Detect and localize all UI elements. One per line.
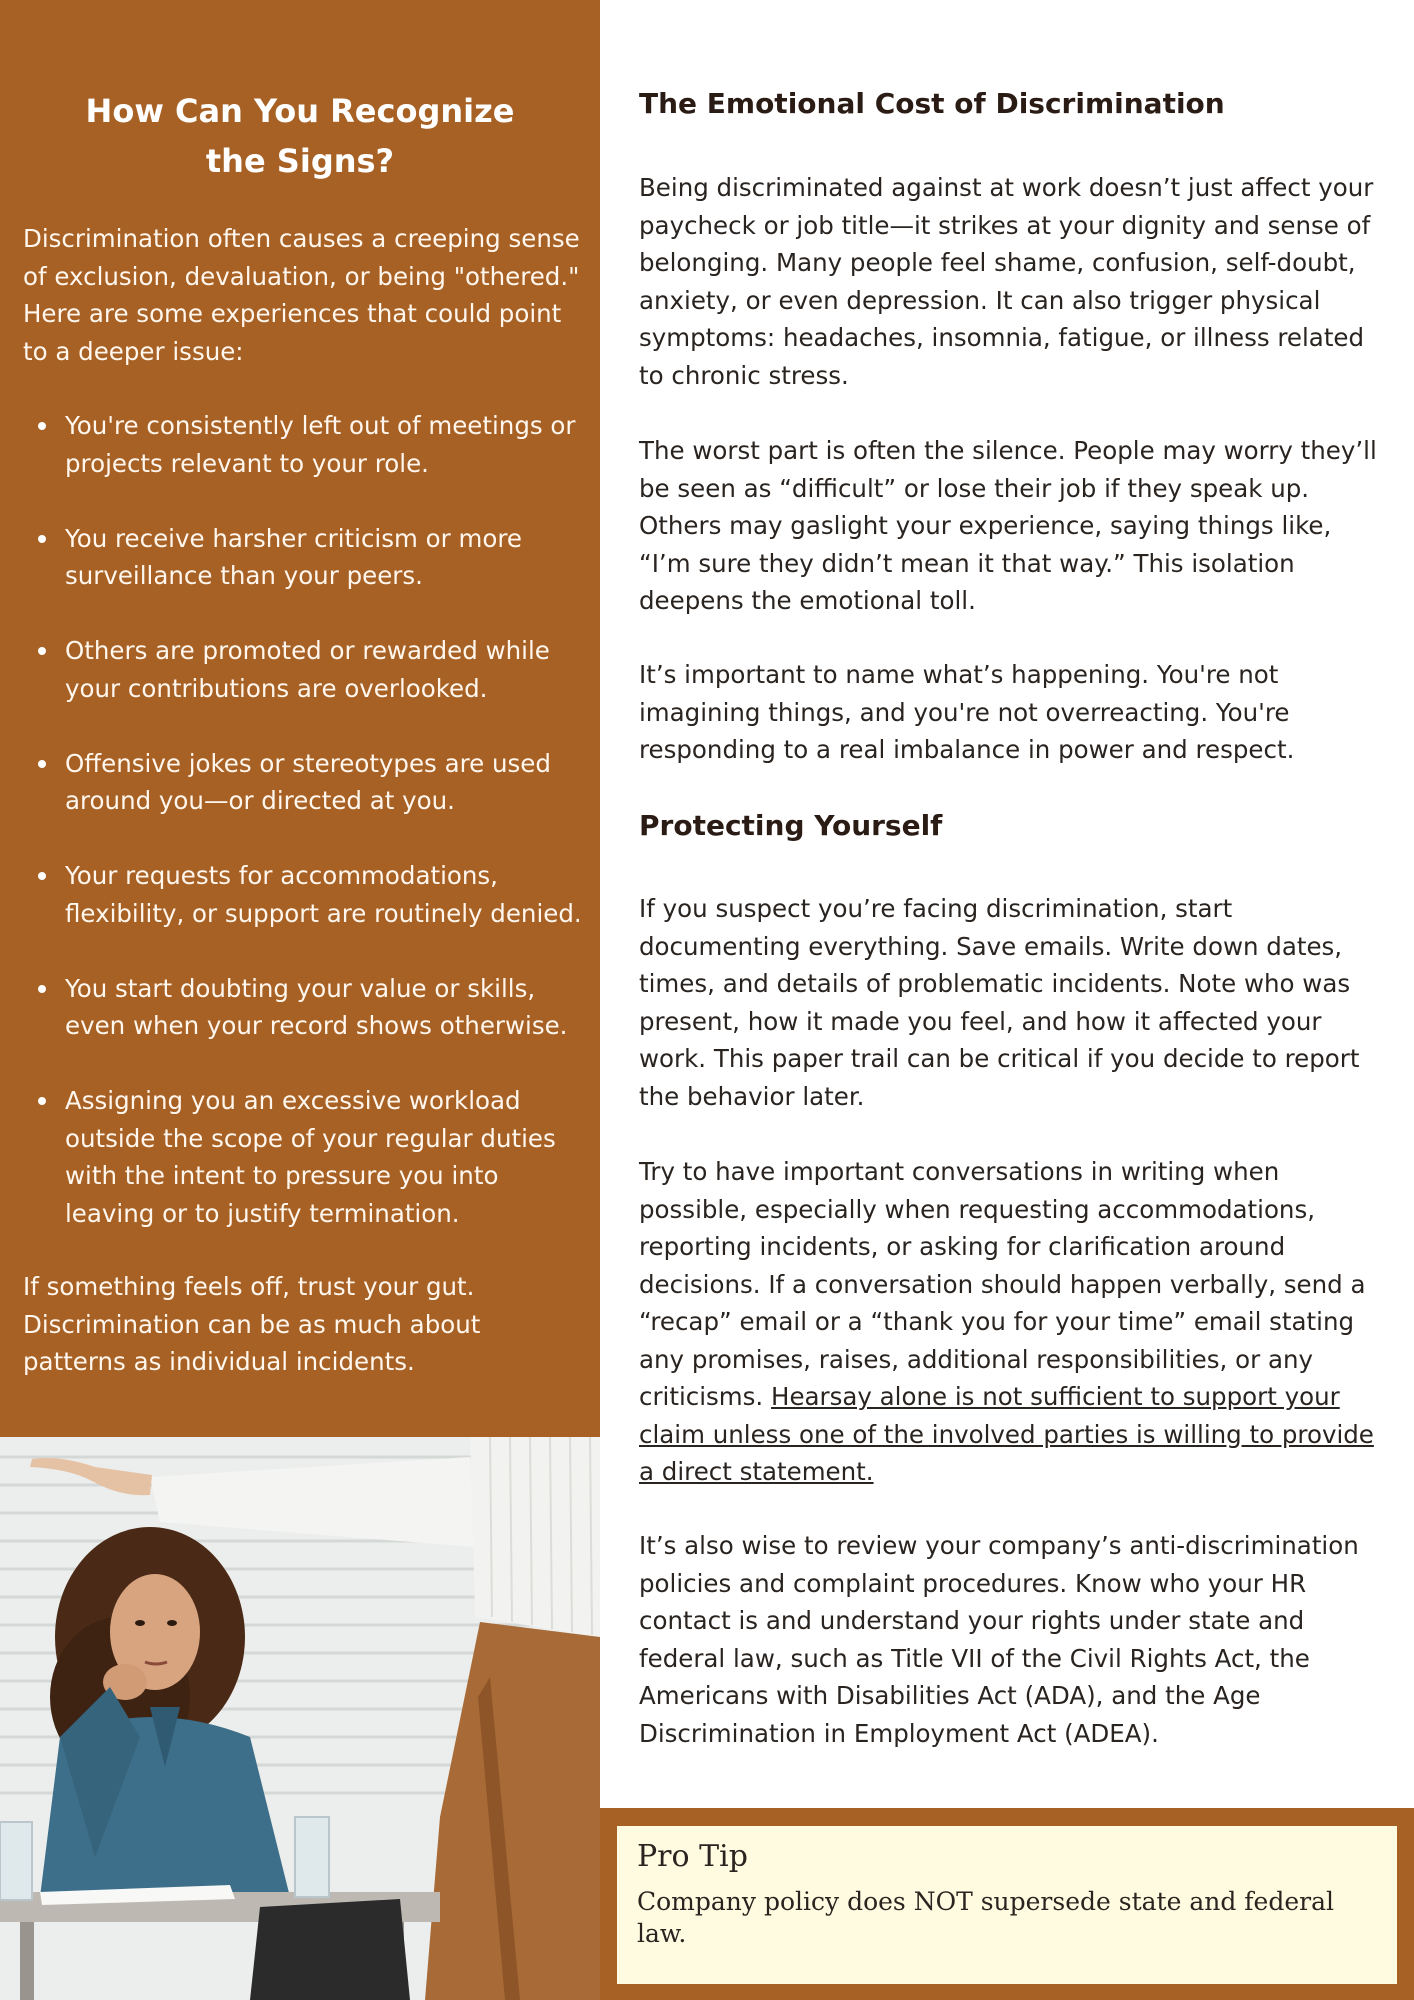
hearsay-note: Hearsay alone is not sufficient to support your claim unless one of the involved parties is willing to provide a direct statement. <box>639 1382 1374 1486</box>
bullet-icon <box>38 760 46 768</box>
bullet-icon <box>38 647 46 655</box>
signs-intro: Discrimination often causes a creeping sense of exclusion, devaluation, or being "othered." Here are some experiences that could point to a deeper issue: <box>23 224 580 366</box>
pro-tip-text: Company policy does NOT supersede state and federal law. <box>637 1887 1334 1948</box>
pro-tip-frame <box>600 1808 1414 2000</box>
signs-list-item <box>0 407 600 482</box>
signs-list-item <box>0 520 600 595</box>
signs-list-item <box>0 970 600 1045</box>
signs-list-item <box>0 1082 600 1232</box>
signs-list-item-text: Others are promoted or rewarded while your contributions are overlooked. <box>65 636 550 703</box>
bullet-icon <box>38 535 46 543</box>
signs-list-item-text: You start doubting your value or skills, even when your record shows otherwise. <box>65 973 568 1040</box>
signs-list-item <box>0 857 600 932</box>
signs-list-item <box>0 745 600 820</box>
signs-outro: If something feels off, trust your gut. Discrimination can be as much about patterns as individual incidents. <box>23 1272 481 1376</box>
bullet-icon <box>38 422 46 430</box>
signs-list <box>0 407 600 1270</box>
protecting-paragraph-1: If you suspect you’re facing discrimination, start documenting everything. Save emails. Write down dates, times, and details of problematic incidents. Note who was present, how it made you feel, and how it affected your work. This paper trail can be critical if you decide to report the behavior later. <box>639 894 1360 1111</box>
bullet-icon <box>38 985 46 993</box>
bullet-icon <box>38 872 46 880</box>
emotional-cost-heading: The Emotional Cost of Discrimination <box>639 87 1225 120</box>
protecting-paragraph-3: It’s also wise to review your company’s anti-discrimination policies and complaint procedures. Know who your HR contact is and understand your rights under state and federal law, such as Title VII of the Civil Rights Act, the Americans with Disabilities Act (ADA), and the Age Discrimination in Employment Act (ADEA). <box>639 1531 1359 1748</box>
emotional-cost-paragraph-3: It’s important to name what’s happening. You're not imagining things, and you're not overreacting. You're responding to a real imbalance in power and respect. <box>639 660 1295 764</box>
office-photo <box>0 1437 600 2000</box>
signs-heading <box>0 86 600 186</box>
protecting-paragraph-2-text: Try to have important conversations in writing when possible, especially when requesting accommodations, reporting incidents, or asking for clarification around decisions. If a conversation should happen verbally, send a “recap” email or a “thank you for your time” email stating any promises, raises, additional responsibilities, or any criticisms. <box>639 1157 1366 1411</box>
pro-tip-box <box>617 1826 1397 1984</box>
emotional-cost-paragraph-1: Being discriminated against at work doesn’t just affect your paycheck or job title—it strikes at your dignity and sense of belonging. Many people feel shame, confusion, self-doubt, anxiety, or even depression. It can also trigger physical symptoms: headaches, insomnia, fatigue, or illness related to chronic stress. <box>639 173 1374 390</box>
signs-list-item-text: You're consistently left out of meetings or projects relevant to your role. <box>65 411 576 478</box>
left-panel <box>0 0 600 1437</box>
signs-list-item-text: Offensive jokes or stereotypes are used around you—or directed at you. <box>65 748 551 815</box>
protecting-yourself-heading: Protecting Yourself <box>639 809 943 842</box>
signs-heading-line1: How Can You Recognize <box>85 92 515 130</box>
pro-tip-title: Pro Tip <box>637 1839 748 1874</box>
signs-list-item-text: You receive harsher criticism or more surveillance than your peers. <box>65 523 522 590</box>
protecting-paragraph-2 <box>639 1153 1384 1491</box>
signs-list-item-text: Assigning you an excessive workload outside the scope of your regular duties with the intent to pressure you into leaving or to justify termination. <box>65 1086 556 1228</box>
office-photo-illustration <box>0 1437 600 2000</box>
bullet-icon <box>38 1097 46 1105</box>
signs-list-item <box>0 632 600 707</box>
emotional-cost-paragraph-2: The worst part is often the silence. People may worry they’ll be seen as “difficult” or lose their job if they speak up. Others may gaslight your experience, saying things like, “I’m sure they didn’t mean it that way.” This isolation deepens the emotional toll. <box>639 436 1377 615</box>
signs-heading-line2: the Signs? <box>205 142 395 180</box>
signs-list-item-text: Your requests for accommodations, flexibility, or support are routinely denied. <box>65 861 582 928</box>
